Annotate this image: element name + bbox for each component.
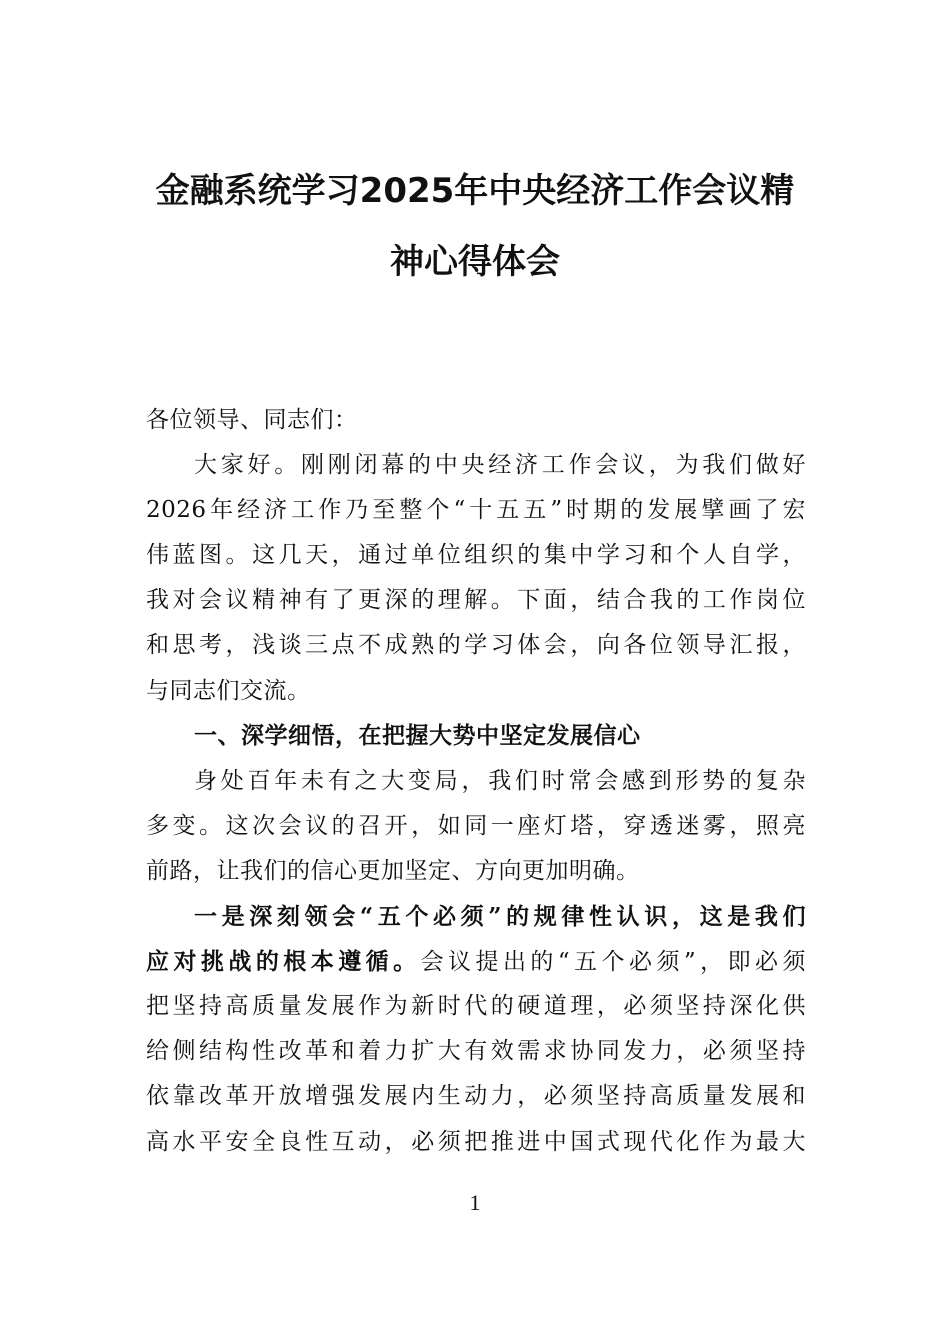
- page-number: 1: [469, 1190, 481, 1215]
- paragraph-1-line: 2026年经济工作乃至整个“十五五”时期的发展擘画了宏: [146, 497, 806, 524]
- section-heading-1: 一、深学细悟，在把握大势中坚定发展信心: [194, 722, 641, 749]
- paragraph-2-line: 身处百年未有之大变局，我们时常会感到形势的复杂: [194, 767, 806, 794]
- paragraph-1-line: 我对会议精神有了更深的理解。下面，结合我的工作岗位: [146, 587, 806, 614]
- paragraph-1-line: 与同志们交流。: [146, 677, 311, 704]
- paragraph-1-line: 伟蓝图。这几天，通过单位组织的集中学习和个人自学，: [146, 542, 806, 569]
- paragraph-3-line: 把坚持高质量发展作为新时代的硬道理，必须坚持深化供: [146, 993, 806, 1020]
- paragraph-3-bold-line: 一是深刻领会“五个必须”的规律性认识，这是我们: [194, 903, 806, 931]
- paragraph-3-line: [146, 939, 806, 984]
- document-title-line-1: 金融系统学习2025年中央经济工作会议精: [155, 171, 795, 211]
- paragraph-3-line: 给侧结构性改革和着力扩大有效需求协同发力，必须坚持: [146, 1038, 806, 1065]
- paragraph-3-line: 高水平安全良性互动，必须把推进中国式现代化作为最大: [146, 1128, 806, 1155]
- paragraph-1-line: 大家好。刚刚闭幕的中央经济工作会议，为我们做好: [194, 452, 806, 479]
- paragraph-3-line: 依靠改革开放增强发展内生动力，必须坚持高质量发展和: [146, 1083, 806, 1110]
- paragraph-2-line: 前路，让我们的信心更加坚定、方向更加明确。: [146, 857, 640, 884]
- document-title-line-2: 神心得体会: [390, 242, 560, 282]
- paragraph-2-line: 多变。这次会议的召开，如同一座灯塔，穿透迷雾，照亮: [146, 812, 806, 839]
- paragraph-1-line: 和思考，浅谈三点不成熟的学习体会，向各位领导汇报，: [146, 632, 806, 659]
- paragraph-3-bold-lead: 应对挑战的根本遵循。: [146, 948, 421, 976]
- document-body: [146, 398, 806, 1165]
- paragraph-3-line-rest: 会议提出的“五个必须”，即必须: [420, 949, 806, 976]
- salutation: 各位领导、同志们：: [146, 407, 358, 433]
